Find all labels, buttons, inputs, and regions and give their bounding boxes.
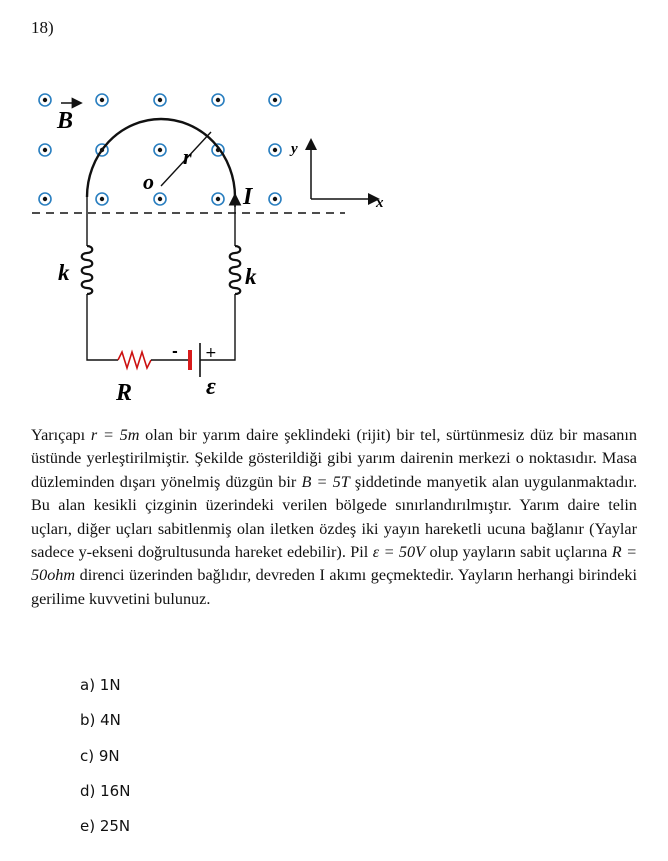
field-out-of-page-icon	[269, 144, 281, 156]
axis-y-label: y	[291, 141, 298, 157]
circuit-wire	[87, 294, 118, 360]
axis-x-label: x	[376, 195, 384, 211]
spring-right	[230, 246, 241, 294]
choice-d[interactable]: d) 16N	[80, 781, 131, 800]
field-out-of-page-icon	[154, 144, 166, 156]
field-out-of-page-icon	[212, 193, 224, 205]
choice-a[interactable]: a) 1N	[80, 676, 121, 694]
emf-value: ε = 50V	[372, 543, 426, 562]
field-out-of-page-icon	[39, 144, 51, 156]
battery-minus-label: -	[172, 344, 178, 360]
field-label	[56, 103, 80, 134]
radius-label: r	[183, 144, 192, 169]
emf-label: ε	[206, 374, 216, 400]
choice-c[interactable]: c) 9N	[80, 746, 120, 765]
field-out-of-page-icon	[39, 193, 51, 205]
answer-choices	[80, 674, 130, 850]
physics-diagram	[0, 0, 668, 420]
resistance-value: R = 50ohm	[31, 543, 638, 585]
resistor-symbol	[118, 352, 151, 368]
resistor-label: R	[116, 380, 133, 406]
problem-text: Yarıçapı r = 5m olan bir yarım daire şeklindeki (rijit) bir tel, sürtünmesiz düz bir masanın üstünde yerleştirilmiştir. Şekilde gösterildiği gibi yarım dairenin merkezi o noktasıdır. Masa düzleminden dışarı yönelmiş düzgün bir B = 5T şiddetinde manyetik alan uygulanmaktadır. Bu alan kesikli çizginin üzerindeki verilen bölgede sınırlandırılmıştır. Yarım daire telin uçları, diğer uçları sabitlenmiş olan iletken özdeş iki yayın hareketli ucuna bağlanır (Yaylar sadece y-ekseni doğrultusunda hareket edebilir). Pil ε = 50V olup yayların sabit uçlarına R = 50ohm direnci üzerinden bağlıdır, devreden I akımı geçmektedir. Yayların herhangi birindeki gerilime kuvvetini bulunuz.	[31, 426, 638, 608]
spring-left-label: k	[58, 260, 70, 285]
field-out-of-page-icon	[212, 94, 224, 106]
field-out-of-page-icon	[154, 193, 166, 205]
battery-negative-plate	[188, 350, 192, 370]
battery-plus-label: +	[205, 345, 217, 361]
field-out-of-page-icon	[269, 94, 281, 106]
svg-text:B: B	[57, 108, 74, 134]
choice-e[interactable]: e) 25N	[80, 817, 131, 836]
choice-b[interactable]: b) 4N	[80, 711, 121, 730]
current-label: I	[243, 184, 253, 210]
field-out-of-page-icon	[39, 94, 51, 106]
radius-value: r = 5m	[90, 426, 140, 444]
field-out-of-page-icon	[269, 193, 281, 205]
field-out-of-page-icon	[96, 193, 108, 205]
center-label: o	[143, 169, 154, 194]
spring-left	[82, 246, 93, 294]
question-number: 18)	[31, 18, 54, 37]
field-out-of-page-icon	[96, 94, 108, 106]
field-out-of-page-icon	[154, 94, 166, 106]
coordinate-axes	[289, 141, 384, 211]
spring-right-label: k	[245, 264, 257, 289]
field-value: B = 5T	[301, 472, 350, 491]
